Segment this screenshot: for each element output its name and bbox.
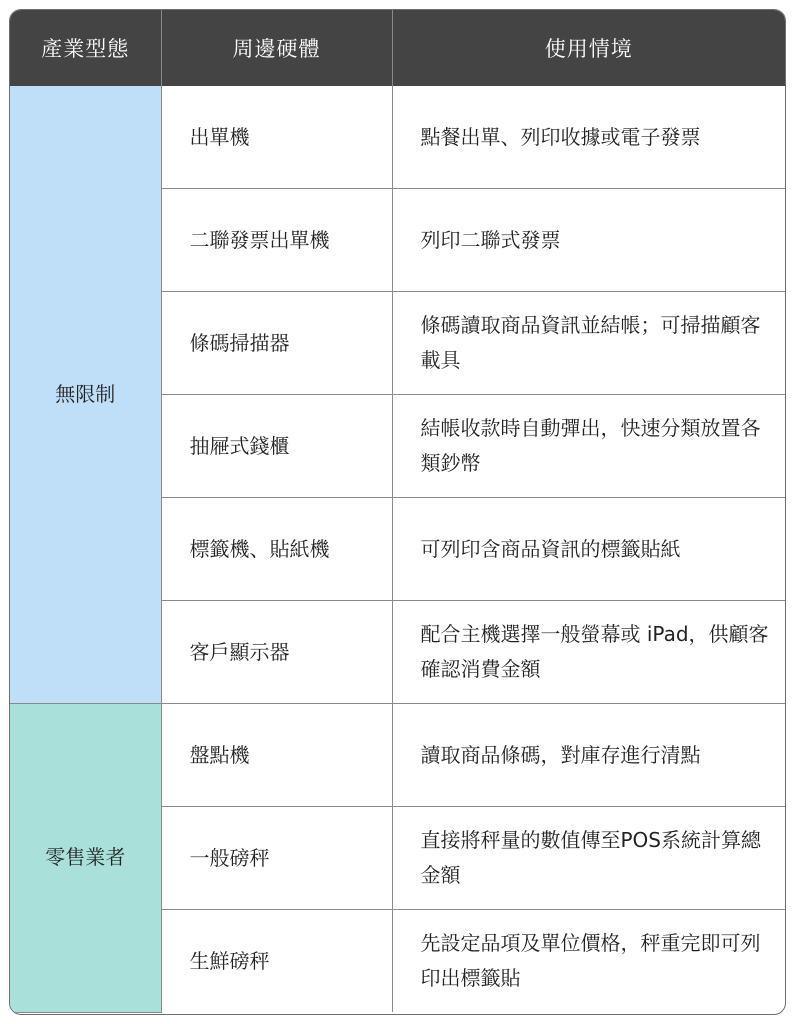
table-row [10, 704, 785, 807]
hardware-cell: 抽屜式錢櫃 [161, 395, 392, 498]
table-body [10, 86, 785, 1012]
table-row [10, 86, 785, 189]
usage-cell: 讀取商品條碼，對庫存進行清點 [392, 704, 785, 807]
header-industry-type: 產業型態 [10, 10, 161, 86]
category-cell-unrestricted: 無限制 [10, 86, 161, 704]
category-cell-retail: 零售業者 [10, 704, 161, 1013]
table-header [10, 10, 785, 86]
usage-cell: 先設定品項及單位價格，秤重完即可列印出標籤貼 [420, 931, 761, 990]
usage-cell: 可列印含商品資訊的標籤貼紙 [392, 498, 785, 601]
hardware-table-frame [9, 9, 786, 1015]
usage-cell: 結帳收款時自動彈出，快速分類放置各類鈔幣 [392, 395, 785, 498]
hardware-cell: 生鮮磅秤 [161, 910, 392, 1013]
hardware-cell: 二聯發票出單機 [161, 189, 392, 292]
hardware-table [10, 10, 785, 1013]
usage-cell: 直接將秤量的數值傳至POS系統計算總金額 [392, 807, 785, 910]
hardware-cell: 出單機 [161, 86, 392, 189]
usage-cell: 條碼讀取商品資訊並結帳；可掃描顧客載具 [392, 292, 785, 395]
usage-cell: 點餐出單、列印收據或電子發票 [392, 86, 785, 189]
header-usage-scenario: 使用情境 [392, 10, 785, 86]
hardware-cell: 客戶顯示器 [161, 601, 392, 704]
header-peripheral-hardware: 周邊硬體 [161, 10, 392, 86]
header-row [10, 10, 785, 86]
hardware-cell: 標籤機、貼紙機 [161, 498, 392, 601]
hardware-cell: 一般磅秤 [161, 807, 392, 910]
usage-cell: 配合主機選擇一般螢幕或 iPad，供顧客確認消費金額 [392, 601, 785, 704]
hardware-cell: 盤點機 [161, 704, 392, 807]
usage-cell: 列印二聯式發票 [392, 189, 785, 292]
hardware-cell: 條碼掃描器 [161, 292, 392, 395]
